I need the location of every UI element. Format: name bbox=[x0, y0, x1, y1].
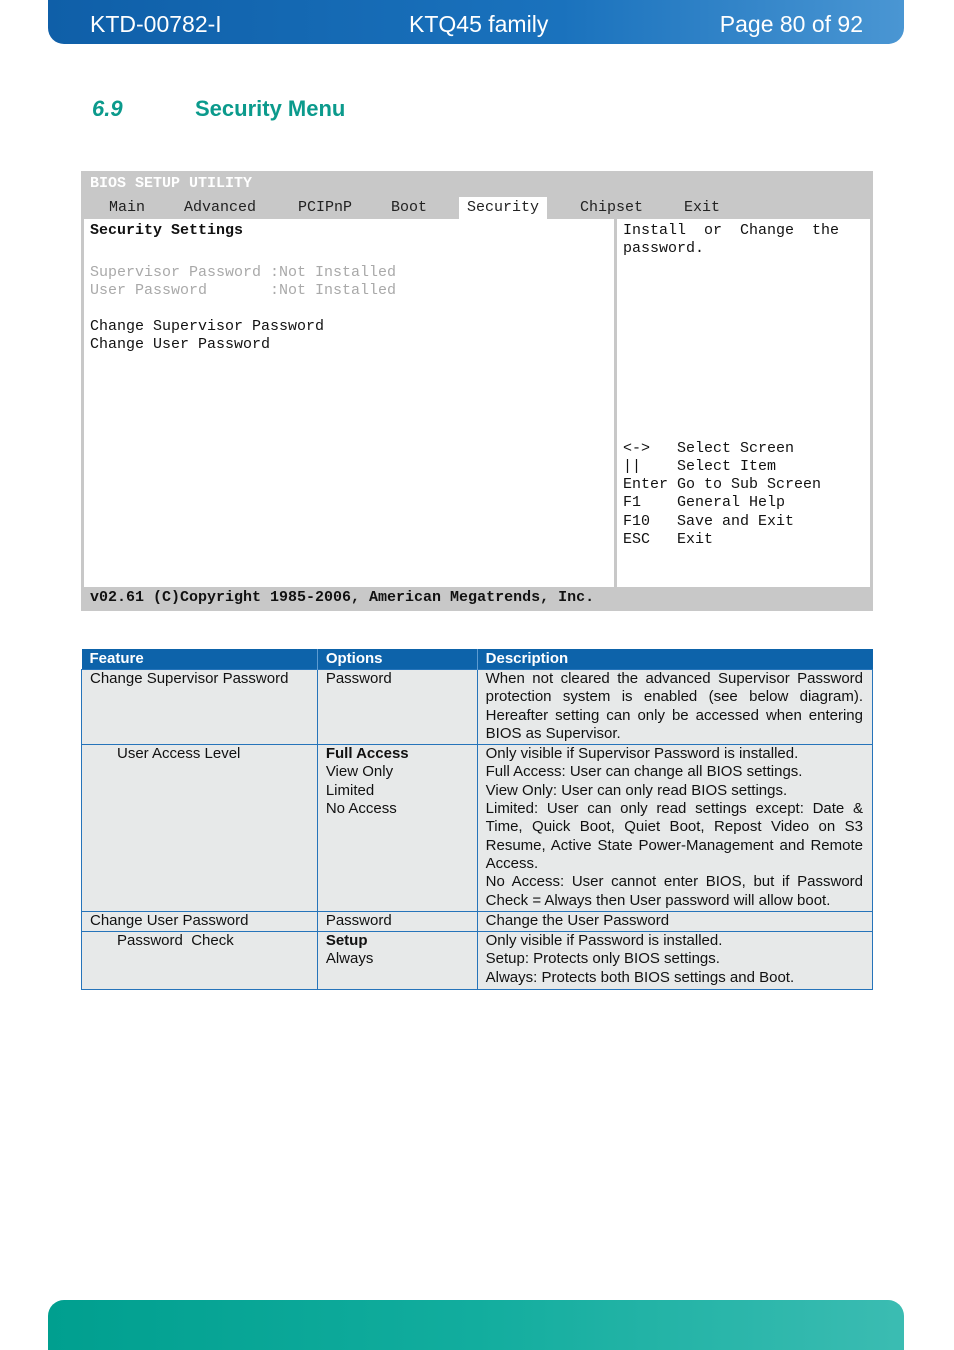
description-text: Always: Protects both BIOS settings and Boot. bbox=[485, 968, 795, 986]
options-cell bbox=[317, 670, 477, 745]
section-number: 6.9 bbox=[92, 96, 123, 121]
key-hint: ESC Exit bbox=[623, 531, 714, 548]
options-cell bbox=[317, 932, 477, 990]
tab-boot[interactable]: Boot bbox=[391, 199, 428, 216]
key-hint: Enter Go to Sub Screen bbox=[623, 476, 822, 493]
description-text: Setup: Protects only BIOS settings. bbox=[485, 950, 720, 968]
feature-cell: Change Supervisor Password bbox=[82, 670, 318, 745]
option-value: Limited bbox=[325, 781, 375, 799]
feature-cell: User Access Level bbox=[82, 745, 318, 912]
bios-help-panel bbox=[617, 219, 870, 587]
table-row bbox=[82, 670, 873, 745]
tab-main[interactable]: Main bbox=[109, 199, 146, 216]
help-text-line-1: Install or Change the bbox=[623, 222, 840, 239]
tab-chipset[interactable]: Chipset bbox=[580, 199, 644, 216]
description-text: Limited: User can only read settings except: Date & Time, Quick Boot, Quiet Boot, Repost Video on S3 Resume, Active State Power-Management and Remote Access. bbox=[485, 800, 863, 872]
bios-screenshot bbox=[81, 171, 873, 611]
option-value: No Access bbox=[325, 800, 397, 818]
option-value: View Only bbox=[325, 763, 394, 781]
user-password-status: User Password :Not Installed bbox=[90, 282, 397, 299]
section-title: Security Menu bbox=[195, 96, 346, 121]
option-value: Password bbox=[325, 911, 392, 929]
page-header bbox=[48, 0, 904, 44]
column-header-description: Description bbox=[477, 649, 872, 670]
table-row bbox=[82, 932, 873, 990]
bios-title: BIOS SETUP UTILITY bbox=[90, 175, 253, 192]
option-value-default: Full Access bbox=[325, 745, 409, 763]
supervisor-password-status: Supervisor Password :Not Installed bbox=[90, 264, 397, 281]
tab-pcipnp[interactable]: PCIPnP bbox=[298, 199, 353, 216]
options-cell bbox=[317, 911, 477, 931]
description-cell bbox=[477, 932, 872, 990]
description-text: Only visible if Supervisor Password is installed. bbox=[485, 745, 799, 763]
column-header-feature: Feature bbox=[82, 649, 318, 670]
tab-exit[interactable]: Exit bbox=[684, 199, 721, 216]
product-family: KTQ45 family bbox=[409, 11, 549, 37]
key-hint: || Select Item bbox=[623, 458, 777, 475]
description-text: View Only: User can only read BIOS settings. bbox=[485, 781, 788, 799]
tab-advanced[interactable]: Advanced bbox=[184, 199, 257, 216]
table-row bbox=[82, 911, 873, 931]
description-cell bbox=[477, 911, 872, 931]
description-text: Full Access: User can change all BIOS settings. bbox=[485, 763, 803, 781]
help-text-line-2: password. bbox=[623, 240, 705, 257]
feature-cell: Password Check bbox=[82, 932, 318, 990]
description-text: No Access: User cannot enter BIOS, but if Password Check = Always then User password will allow boot. bbox=[485, 873, 863, 909]
feature-table bbox=[81, 649, 873, 990]
table-row bbox=[82, 745, 873, 912]
description-text: Change the User Password bbox=[485, 911, 670, 929]
description-cell bbox=[477, 670, 872, 745]
change-user-password-item[interactable]: Change User Password bbox=[90, 336, 271, 353]
option-value: Password bbox=[325, 670, 392, 687]
page-footer-bar bbox=[48, 1300, 904, 1350]
change-supervisor-password-item[interactable]: Change Supervisor Password bbox=[90, 318, 325, 335]
options-cell bbox=[317, 745, 477, 912]
feature-cell: Change User Password bbox=[82, 911, 318, 931]
description-cell bbox=[477, 745, 872, 912]
key-hint: <-> Select Screen bbox=[623, 440, 795, 457]
bios-settings-panel bbox=[84, 219, 614, 587]
settings-heading: Security Settings bbox=[90, 222, 244, 239]
table-header-row bbox=[82, 649, 873, 670]
key-hint: F1 General Help bbox=[623, 494, 786, 511]
document-id: KTD-00782-I bbox=[90, 11, 222, 37]
description-text: When not cleared the advanced Supervisor Password protection system is enabled (see below diagram). Hereafter setting can only be accessed when entering BIOS as Supervisor. bbox=[485, 670, 863, 742]
description-text: Only visible if Password is installed. bbox=[485, 932, 723, 950]
option-value-default: Setup bbox=[325, 932, 368, 950]
key-hint: F10 Save and Exit bbox=[623, 513, 795, 530]
bios-copyright: v02.61 (C)Copyright 1985-2006, American Megatrends, Inc. bbox=[90, 589, 595, 606]
column-header-options: Options bbox=[317, 649, 477, 670]
option-value: Always bbox=[325, 950, 374, 968]
bios-tab-bar bbox=[81, 197, 873, 219]
tab-security[interactable]: Security bbox=[459, 197, 547, 219]
page-number: Page 80 of 92 bbox=[719, 11, 863, 37]
